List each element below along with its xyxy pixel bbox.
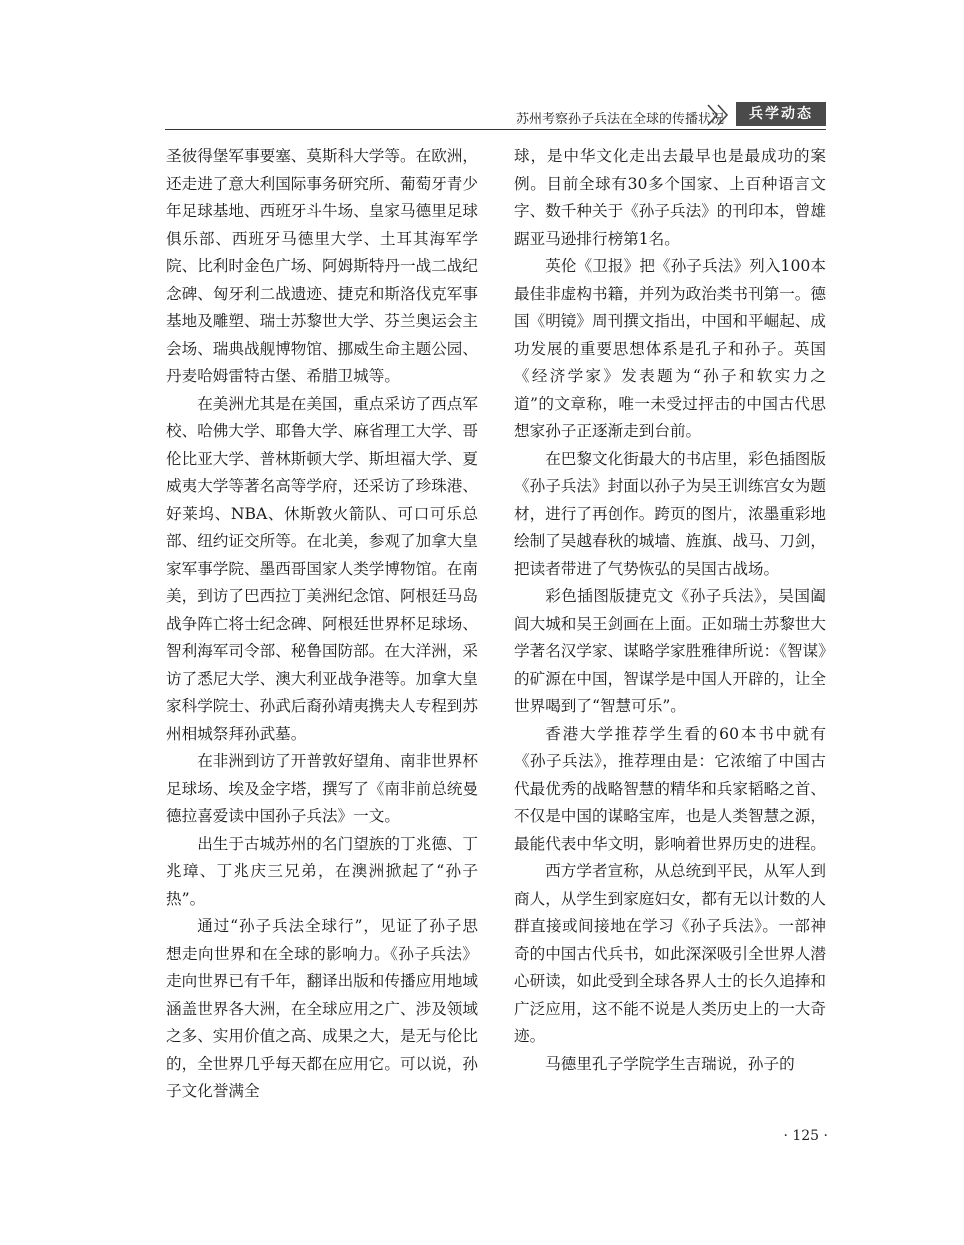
paragraph: 圣彼得堡军事要塞、莫斯科大学等。在欧洲，还走进了意大利国际事务研究所、葡萄牙青少年足球基地、西班牙斗牛场、皇家马德里足球俱乐部、西班牙马德里大学、土耳其海军学院、比利时金色广场、阿姆斯特丹一战二战纪念碑、匈牙利二战遗迹、捷克和斯洛伐克军事基地及雕塑、瑞士苏黎世大学、芬兰奥运会主会场、瑞典战舰博物馆、挪威生命主题公园、丹麦哈姆雷特古堡、希腊卫城等。 [166,147,478,385]
paragraph: 马德里孔子学院学生吉瑞说，孙子的 [545,1054,795,1073]
section-badge: 兵学动态 [736,102,826,126]
running-header [165,100,826,130]
running-header-title: 苏州考察孙子兵法在全球的传播状况 [515,112,724,127]
right-column [514,143,826,1078]
header-rule [165,129,826,130]
paragraph: 香港大学推荐学生看的60本书中就有《孙子兵法》，推荐理由是：它浓缩了中国古代最优秀的战略智慧的精华和兵家韬略之首、不仅是中国的谋略宝库，也是人类智慧之源，最能代表中华文明，影响着世界历史的进程。 [514,724,826,853]
paragraph: 英伦《卫报》把《孙子兵法》列入100本最佳非虚构书籍，并列为政治类书刊第一。德国《明镜》周刊撰文指出，中国和平崛起、成功发展的重要思想体系是孔子和孙子。英国《经济学家》发表题为“孙子和软实力之道”的文章称，唯一未受过抨击的中国古代思想家孙子正逐渐走到台前。 [514,257,826,440]
paragraph: 通过“孙子兵法全球行”，见证了孙子思想走向世界和在全球的影响力。《孙子兵法》走向世界已有千年，翻译出版和传播应用地域涵盖世界各大洲，在全球应用之广、涉及领域之多、实用价值之高、成果之大，是无与伦比的，全世界几乎每天都在应用它。可以说，孙子文化誉满全 [166,917,478,1100]
paragraph: 出生于古城苏州的名门望族的丁兆德、丁兆璋、丁兆庆三兄弟，在澳洲掀起了“孙子热”。 [166,834,478,908]
paragraph: 在美洲尤其是在美国，重点采访了西点军校、哈佛大学、耶鲁大学、麻省理工大学、哥伦比亚大学、普林斯顿大学、斯坦福大学、夏威夷大学等著名高等学府，还采访了珍珠港、好莱坞、NBA、休斯敦火箭队、可口可乐总部、纽约证交所等。在北美，参观了加拿大皇家军事学院、墨西哥国家人类学博物馆。在南美，到访了巴西拉丁美洲纪念馆、阿根廷马岛战争阵亡将士纪念碑、阿根廷世界杯足球场、智利海军司令部、秘鲁国防部。在大洋洲，采访了悉尼大学、澳大利亚战争港等。加拿大皇家科学院士、孙武后裔孙靖夷携夫人专程到苏州相城祭拜孙武墓。 [166,394,478,743]
left-column [166,143,478,1106]
paragraph: 彩色插图版捷克文《孙子兵法》，吴国阖闾大城和吴王剑画在上面。正如瑞士苏黎世大学著名汉学家、谋略学家胜雅律所说：《智谋》的矿源在中国，智谋学是中国人开辟的，让全世界喝到了“智慧可乐”。 [514,587,826,715]
paragraph: 西方学者宣称，从总统到平民，从军人到商人，从学生到家庭妇女，都有无以计数的人群直接或间接地在学习《孙子兵法》。一部神奇的中国古代兵书，如此深深吸引全世界人潜心研读，如此受到全球各界人士的长久追捧和广泛应用，这不能不说是人类历史上的一大奇迹。 [514,862,826,1045]
chevron-right-icon [716,104,730,126]
paragraph: 在巴黎文化街最大的书店里，彩色插图版《孙子兵法》封面以孙子为吴王训练宫女为题材，进行了再创作。跨页的图片，浓墨重彩地绘制了吴越春秋的城墙、旌旗、战马、刀剑，把读者带进了气势恢弘的吴国古战场。 [514,449,826,578]
paragraph: 在非洲到访了开普敦好望角、南非世界杯足球场、埃及金字塔，撰写了《南非前总统曼德拉喜爱读中国孙子兵法》一文。 [166,752,478,825]
paragraph: 球，是中华文化走出去最早也是最成功的案例。目前全球有30多个国家、上百种语言文字、数千种关于《孙子兵法》的刊印本，曾雄踞亚马逊排行榜第1名。 [514,147,826,248]
page-number: · 125 · [783,1128,828,1144]
